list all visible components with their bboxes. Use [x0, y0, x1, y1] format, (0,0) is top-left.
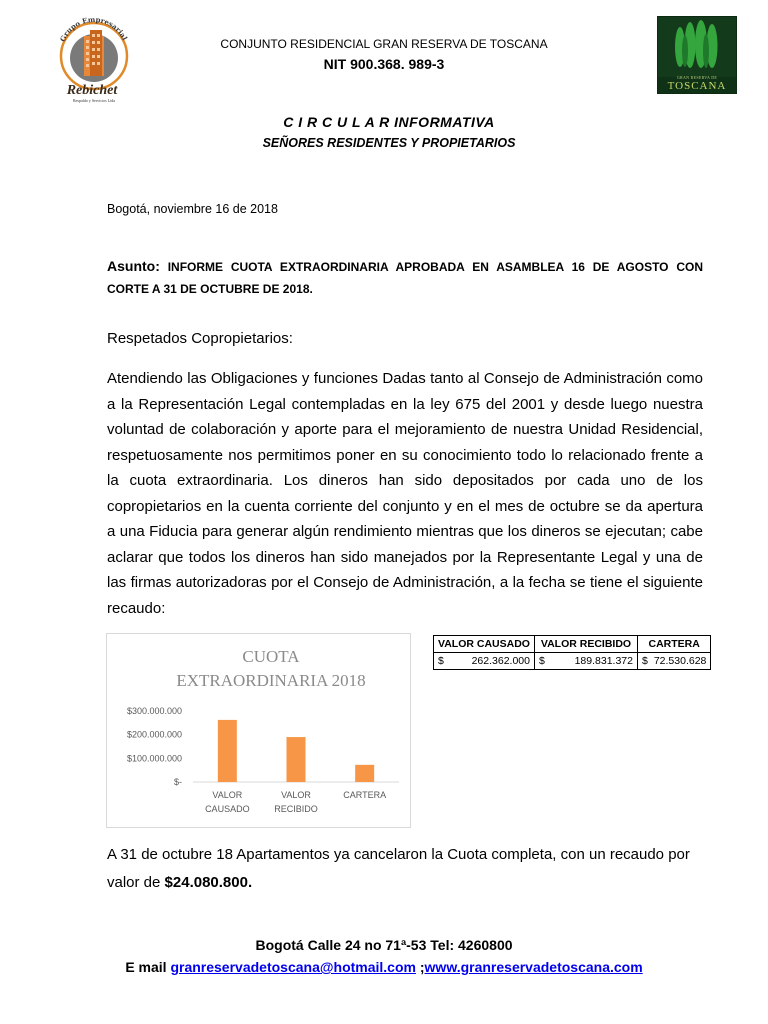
- collection-table: [433, 635, 711, 670]
- closing-text: A 31 de octubre 18 Apartamentos ya cancelaron la Cuota completa, con un recaudo por valor de: [107, 846, 690, 891]
- chart-canvas: [107, 634, 410, 827]
- table-header: CARTERA: [637, 636, 710, 653]
- currency-symbol: $: [538, 655, 545, 667]
- greeting: Respetados Copropietarios:: [107, 330, 293, 347]
- x-tick-label: CARTERA: [343, 790, 387, 800]
- closing-amount: $24.080.800.: [164, 874, 253, 891]
- x-tick-label: RECIBIDO: [274, 804, 318, 814]
- body-paragraph: Atendiendo las Obligaciones y funciones Dadas tanto al Consejo de Administración como a la Representación Legal contempladas en la ley 675 del 2001 y desde luego nuestra voluntad de colaboración y aporte para el mejoramiento de nuestra Unidad Residencial, respetuosamente nos permitimos poner en su conocimiento todo lo relacionado frente a la cuota extraordinaria. Los dineros han sido depositados por cada uno de los copropietarios en la cuenta corriente del conjunto y en el mes de octubre se da apertura a una Fiducia para generar algún rendimiento mientras que los dineros se ejecutan; cabe aclarar que todos los dineros han sido manejados por la Representante Legal y una de las firmas autorizadoras por el Consejo de Administración, a la fecha se tiene el siguiente recaudo:: [107, 370, 703, 617]
- date-line: Bogotá, noviembre 16 de 2018: [107, 202, 278, 216]
- bar-chart: [106, 633, 411, 828]
- subject-text: INFORME CUOTA EXTRAORDINARIA APROBADA EN ASAMBLEA 16 DE AGOSTO CON CORTE A 31 DE OCTUBRE DE 2018.: [107, 260, 703, 296]
- chart-title: EXTRAORDINARIA 2018: [176, 671, 366, 690]
- closing-paragraph: [107, 841, 707, 897]
- y-tick-label: $200.000.000: [126, 729, 182, 740]
- document-subtitle: SEÑORES RESIDENTES Y PROPIETARIOS: [262, 136, 516, 150]
- email-label: E mail: [125, 959, 167, 975]
- document-title: C I R C U L A R INFORMATIVA: [283, 114, 495, 130]
- separator: ;: [419, 959, 425, 975]
- y-tick-label: $300.000.000: [126, 706, 182, 716]
- footer-contact: [0, 959, 768, 975]
- amount: 262.362.000: [471, 655, 530, 667]
- table-cell: [434, 653, 535, 670]
- nit-number: NIT 900.368. 989-3: [323, 56, 445, 72]
- table-header: VALOR RECIBIDO: [534, 636, 637, 653]
- organization-name: CONJUNTO RESIDENCIAL GRAN RESERVA DE TOSCANA: [220, 37, 548, 51]
- logo-brand-text: TOSCANA: [667, 80, 727, 92]
- email-link[interactable]: granreservadetoscana@hotmail.com: [170, 959, 416, 975]
- chart-title: CUOTA: [242, 647, 300, 666]
- logo-small-text: GRAN RESERVA DE: [676, 75, 718, 80]
- table-header-row: [434, 636, 711, 653]
- x-tick-label: CAUSADO: [205, 804, 250, 814]
- table-row: [434, 653, 711, 670]
- y-tick-label: $-: [173, 777, 182, 787]
- currency-symbol: $: [438, 655, 444, 667]
- y-tick-label: $100.000.000: [126, 753, 182, 764]
- footer-address: Bogotá Calle 24 no 71ª-53 Tel: 4260800: [255, 937, 513, 953]
- amount: 72.530.628: [653, 655, 707, 667]
- chart-bar: [218, 720, 237, 782]
- chart-bar: [287, 737, 306, 782]
- svg-text:Rebichet: Rebichet: [66, 83, 118, 98]
- toscana-logo: [657, 16, 737, 94]
- table-cell: [637, 653, 710, 670]
- currency-symbol: $: [641, 655, 648, 667]
- svg-text:Grupo Empresarial: Grupo Empresarial: [57, 14, 130, 44]
- table-header: VALOR CAUSADO: [434, 636, 535, 653]
- table-cell: [534, 653, 637, 670]
- amount: 189.831.372: [574, 655, 633, 667]
- subject-block: [107, 255, 703, 300]
- website-link[interactable]: www.granreservadetoscana.com: [424, 959, 643, 975]
- svg-text:Respaldo y Servicios Ltda: Respaldo y Servicios Ltda: [72, 98, 116, 103]
- x-tick-label: VALOR: [212, 790, 243, 800]
- x-tick-label: VALOR: [281, 790, 311, 800]
- subject-label: Asunto:: [107, 258, 160, 274]
- chart-bar: [355, 765, 374, 782]
